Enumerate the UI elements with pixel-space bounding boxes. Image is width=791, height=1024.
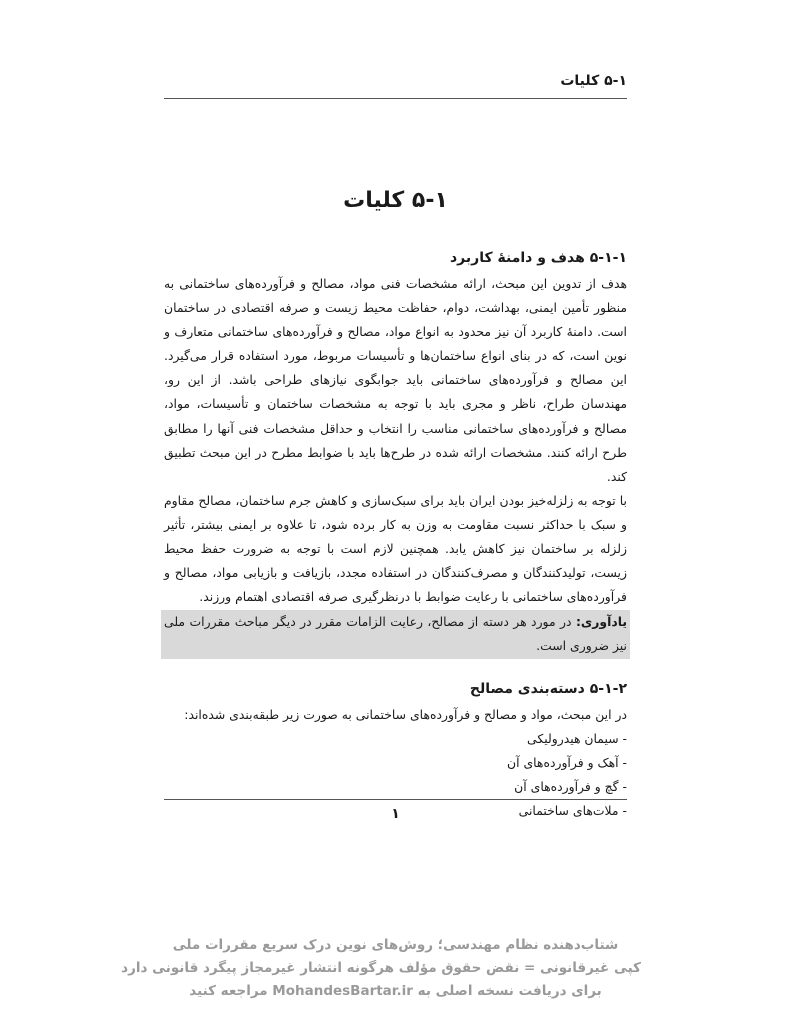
footer-divider xyxy=(164,799,627,800)
reminder-text: در مورد هر دسته از مصالح، رعایت الزامات مقرر در دیگر مباحث مقررات ملی نیز ضروری است. xyxy=(164,614,627,654)
reminder-label: یادآوری: xyxy=(575,614,627,630)
running-header-title: ۵-۱ کلیات xyxy=(560,73,627,89)
watermark-line-1: شتاب‌دهنده نظام مهندسی؛ روش‌های نوین درک سریع مقررات ملی xyxy=(172,937,619,953)
section-heading-scope: ۵-۱-۱ هدف و دامنهٔ کاربرد xyxy=(450,250,627,266)
page-number: ۱ xyxy=(391,806,400,822)
list-item: - گچ و فرآورده‌های آن xyxy=(164,775,627,799)
watermark xyxy=(121,934,641,1003)
watermark-line-2: کپی غیرقانونی = نقض حقوق مؤلف هرگونه انتشار غیرمجاز پیگرد قانونی دارد xyxy=(121,960,641,976)
list-item: - ملات‌های ساختمانی xyxy=(164,799,627,823)
reminder-note xyxy=(161,610,630,658)
watermark-line-3: برای دریافت نسخه اصلی به MohandesBartar.ir مراجعه کنید xyxy=(189,983,602,999)
page-body xyxy=(164,246,627,823)
paragraph-classification-intro: در این مبحث، مواد و مصالح و فرآورده‌های ساختمانی به صورت زیر طبقه‌بندی شده‌اند: xyxy=(184,706,627,722)
paragraph-earthquake: با توجه به زلزله‌خیز بودن ایران باید برای سبک‌سازی و کاهش جرم ساختمان، مصالح مقاوم و سبک با حداکثر نسبت مقاومت به وزن به کار برده شود، تا علاوه بر ایمنی بیشتر، تأثیر زلزله بر ساختمان نیز کاهش یابد. همچنین لازم است با توجه به ضرورت حفظ محیط زیست، تولیدکنندگان و مصرف‌کنندگان در استفاده مجدد، بازیافت و بازیابی مواد، مصالح و فرآورده‌های ساختمانی با رعایت ضوابط با درنظرگیری صرفه اقتصادی اهتمام ورزند. xyxy=(164,492,627,605)
paragraph-scope: هدف از تدوین این مبحث، ارائه مشخصات فنی مواد، مصالح و فرآورده‌های ساختمانی به منظور تأمین ایمنی، بهداشت، دوام، حفاظت محیط زیست و صرفه اقتصادی در ساختمان است. دامنهٔ کاربرد آن نیز محدود به انواع مواد، مصالح و فرآورده‌های ساختمانی متعارف و نوین است، که در بنای انواع ساختمان‌ها و تأسیسات مربوط، مورد استفاده قرار می‌گیرد. این مصالح و فرآورده‌های ساختمانی باید جوابگوی نیازهای طراحی باشد. از این رو، مهندسان طراح، ناظر و مجری باید با توجه به مشخصات ساختمان و تأسیسات، مواد، مصالح و فرآورده‌های ساختمانی مناسب را انتخاب و حداقل مشخصات فنی آنها را مطابق طرح ارائه کنند. مشخصات ارائه شده در طرح‌ها باید با ضوابط مطرح در این مبحث تطبیق کند. xyxy=(164,276,627,484)
section-heading-classification: ۵-۱-۲ دسته‌بندی مصالح xyxy=(469,680,627,697)
list-item: - سیمان هیدرولیکی xyxy=(164,727,627,751)
list-item: - آهک و فرآورده‌های آن xyxy=(164,751,627,775)
header-divider xyxy=(164,98,627,99)
chapter-title: ۵-۱ کلیات xyxy=(343,188,448,213)
